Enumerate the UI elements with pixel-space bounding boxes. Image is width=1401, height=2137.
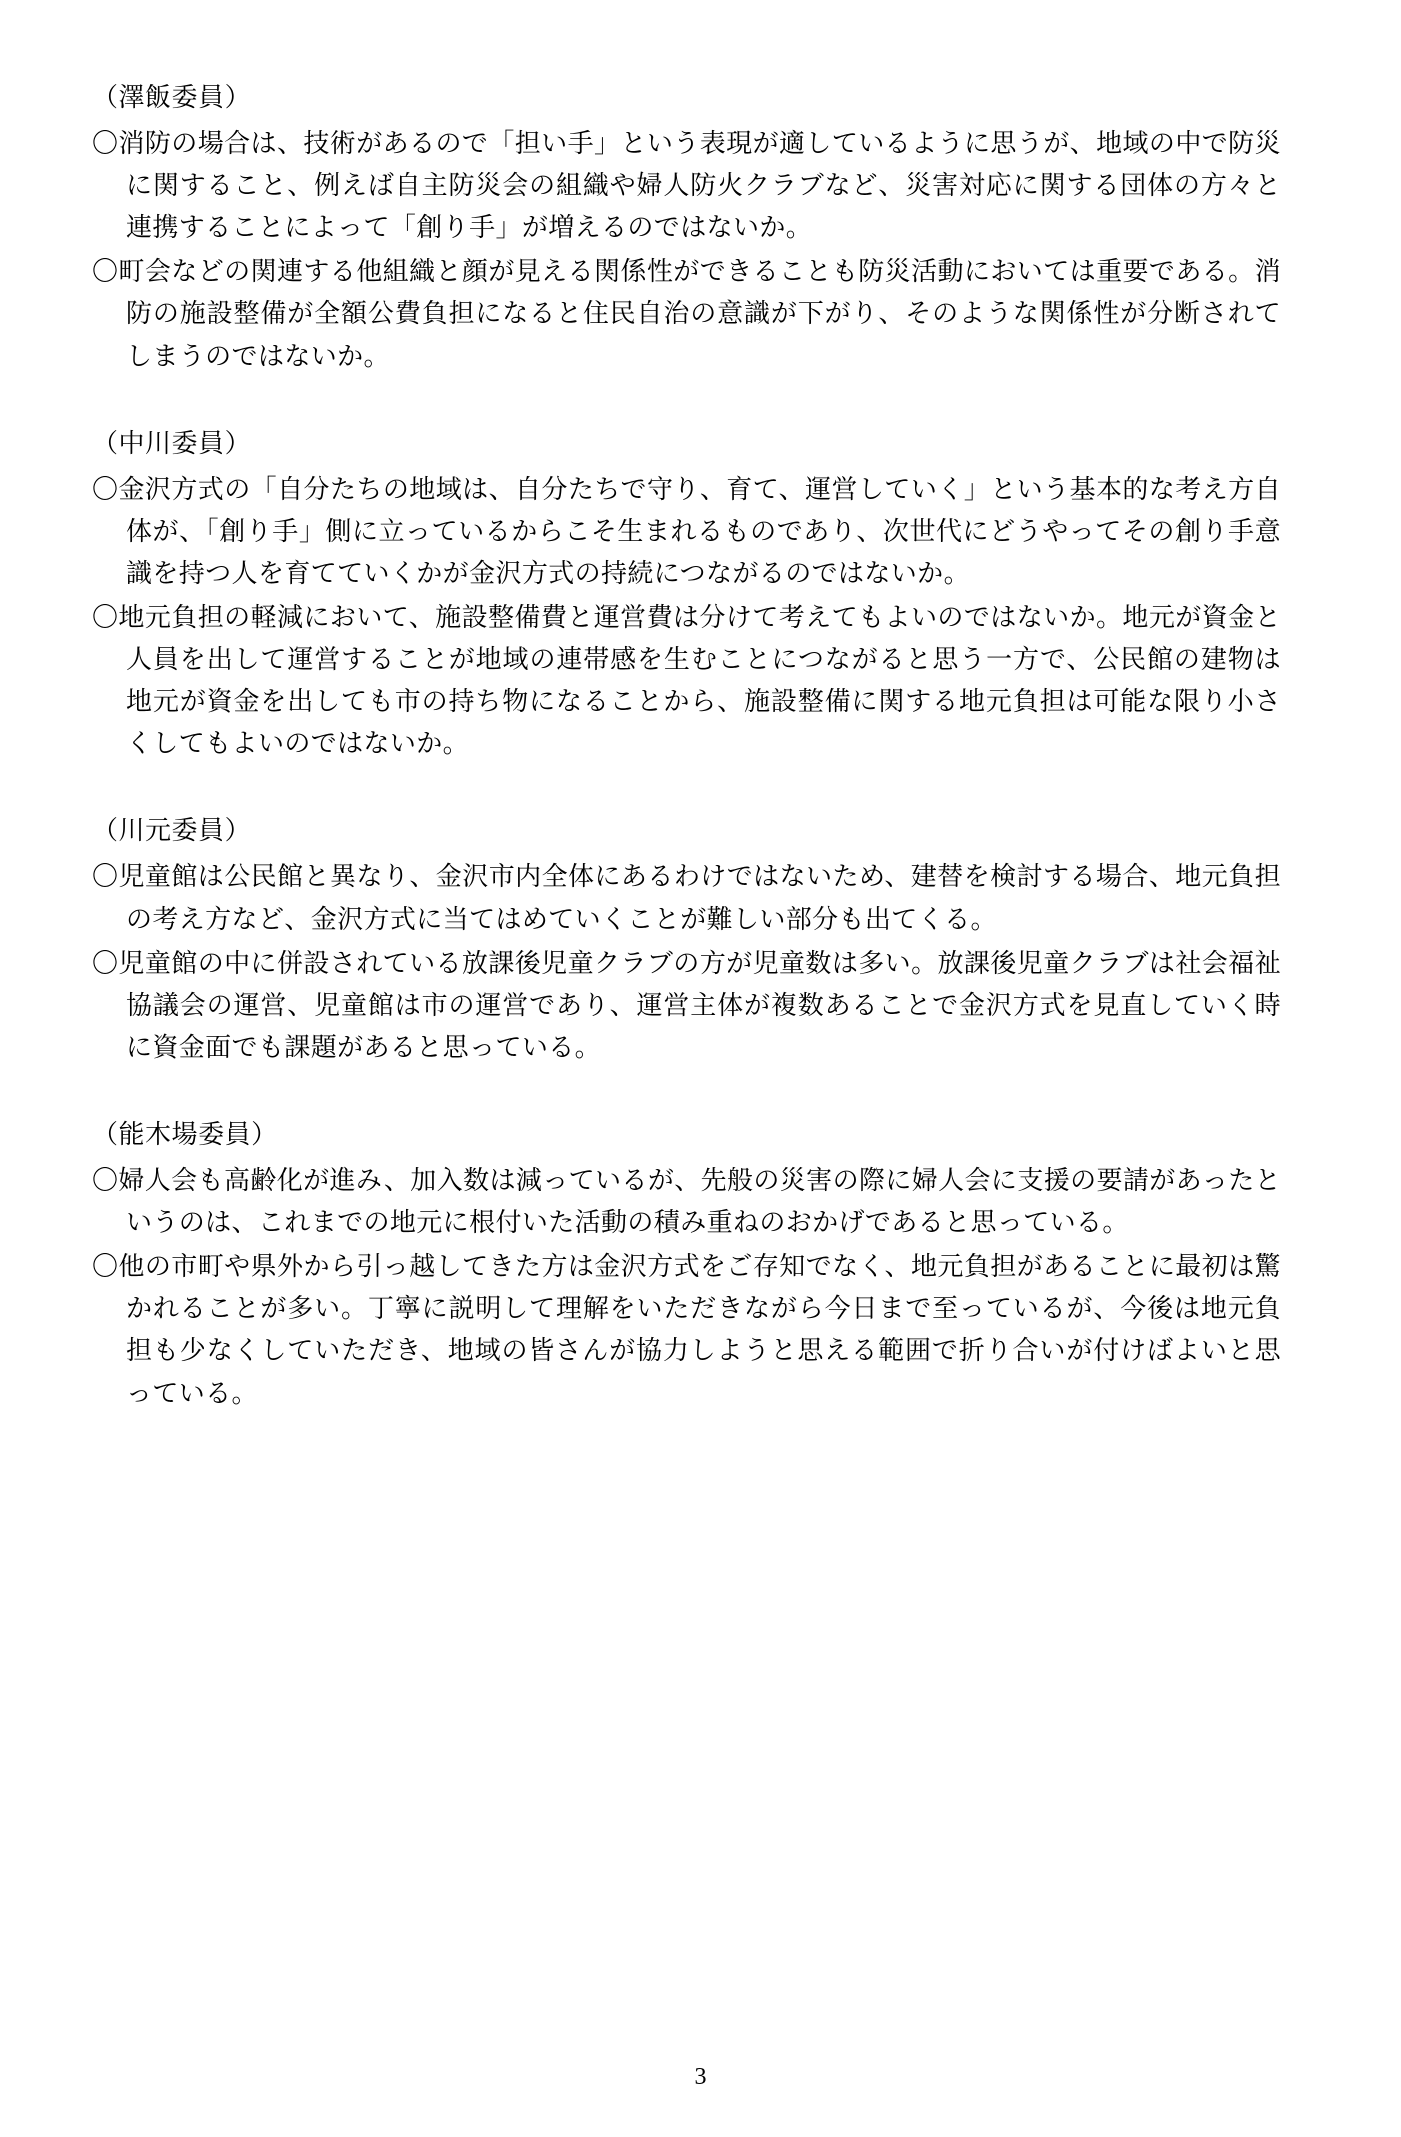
- speaker-name: （川元委員）: [92, 816, 252, 846]
- speaker-name: （能木場委員）: [92, 1119, 278, 1149]
- bullet-item: 〇消防の場合は、技術があるので「担い手」という表現が適しているように思うが、地域の中で防災に関すること、例えば自主防災会の組織や婦人防火クラブなど、災害対応に関する団体の方々と連携することによって「創り手」が増えるのではないか。: [92, 129, 1281, 243]
- speaker-section: [92, 424, 1281, 766]
- bullet-item: 〇地元負担の軽減において、施設整備費と運営費は分けて考えてもよいのではないか。地元が資金と人員を出して運営することが地域の連帯感を生むことにつながると思う一方で、公民館の建物は地元が資金を出しても市の持ち物になることから、施設整備に関する地元負担は可能な限り小さくしてもよいのではないか。: [92, 602, 1281, 759]
- speaker-section: [92, 811, 1281, 1069]
- page-number: 3: [694, 2064, 707, 2090]
- bullet-item: 〇婦人会も高齢化が進み、加入数は減っているが、先般の災害の際に婦人会に支援の要請があったというのは、これまでの地元に根付いた活動の積み重ねのおかげであると思っている。: [92, 1165, 1281, 1238]
- speaker-name: （中川委員）: [92, 428, 252, 458]
- speaker-name: （澤飯委員）: [92, 83, 252, 112]
- speaker-section: [92, 78, 1281, 378]
- bullet-item: 〇児童館の中に併設されている放課後児童クラブの方が児童数は多い。放課後児童クラブは社会福祉協議会の運営、児童館は市の運営であり、運営主体が複数あることで金沢方式を見直していく時に資金面でも課題があると思っている。: [92, 948, 1281, 1062]
- speaker-section: [92, 1115, 1281, 1415]
- bullet-item: 〇金沢方式の「自分たちの地域は、自分たちで守り、育て、運営していく」という基本的な考え方自体が、「創り手」側に立っているからこそ生まれるものであり、次世代にどうやってその創り手意識を持つ人を育てていくかが金沢方式の持続につながるのではないか。: [92, 474, 1281, 588]
- bullet-item: 〇他の市町や県外から引っ越してきた方は金沢方式をご存知でなく、地元負担があることに最初は驚かれることが多い。丁寧に説明して理解をいただきながら今日まで至っているが、今後は地元負担も少なくしていただき、地域の皆さんが協力しようと思える範囲で折り合いが付けばよいと思っている。: [92, 1252, 1281, 1408]
- bullet-item: 〇児童館は公民館と異なり、金沢市内全体にあるわけではないため、建替を検討する場合、地元負担の考え方など、金沢方式に当てはめていくことが難しい部分も出てくる。: [92, 862, 1281, 934]
- bullet-item: 〇町会などの関連する他組織と顔が見える関係性ができることも防災活動においては重要である。消防の施設整備が全額公費負担になると住民自治の意識が下がり、そのような関係性が分断されてしまうのではないか。: [92, 257, 1281, 371]
